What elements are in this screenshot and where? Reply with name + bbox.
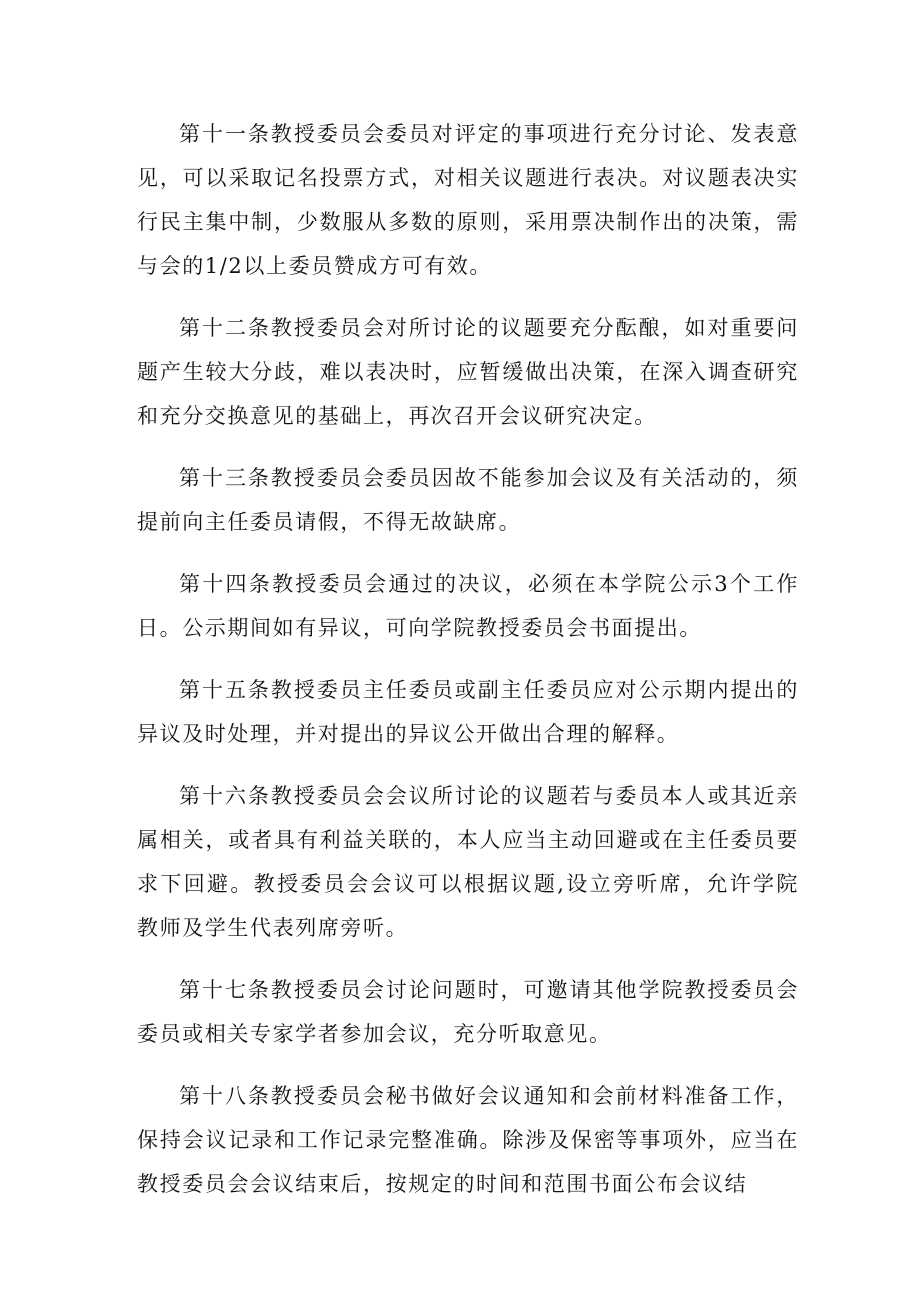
- article-18-paragraph: 第十八条教授委员会秘书做好会议通知和会前材料准备工作，保持会议记录和工作记录完整准确。除涉及保密等事项外，应当在教授委员会会议结束后，按规定的时间和范围书面公布会议结: [137, 1084, 799, 1196]
- article-11-paragraph: 第十一条教授委员会委员对评定的事项进行充分讨论、发表意见，可以采取记名投票方式，对相关议题进行表决。对议题表决实行民主集中制，少数服从多数的原则，采用票决制作出的决策，需与会的1/2以上委员赞成方可有效。: [137, 122, 799, 278]
- article-17-paragraph: 第十七条教授委员会讨论问题时，可邀请其他学院教授委员会委员或相关专家学者参加会议，充分听取意见。: [137, 978, 799, 1046]
- article-14-paragraph: 第十四条教授委员会通过的决议，必须在本学院公示3个工作日。公示期间如有异议，可向学院教授委员会书面提出。: [137, 572, 799, 640]
- article-12-paragraph: 第十二条教授委员会对所讨论的议题要充分酝酿，如对重要问题产生较大分歧，难以表决时，应暂缓做出决策，在深入调查研究和充分交换意见的基础上，再次召开会议研究决定。: [137, 316, 799, 428]
- article-13-paragraph: 第十三条教授委员会委员因故不能参加会议及有关活动的，须提前向主任委员请假，不得无故缺席。: [137, 466, 799, 534]
- article-15-paragraph: 第十五条教授委员主任委员或副主任委员应对公示期内提出的异议及时处理，并对提出的异议公开做出合理的解释。: [137, 678, 799, 746]
- article-16-paragraph: 第十六条教授委员会会议所讨论的议题若与委员本人或其近亲属相关，或者具有利益关联的，本人应当主动回避或在主任委员要求下回避。教授委员会会议可以根据议题,设立旁听席，允许学院教师及学生代表列席旁听。: [137, 784, 799, 940]
